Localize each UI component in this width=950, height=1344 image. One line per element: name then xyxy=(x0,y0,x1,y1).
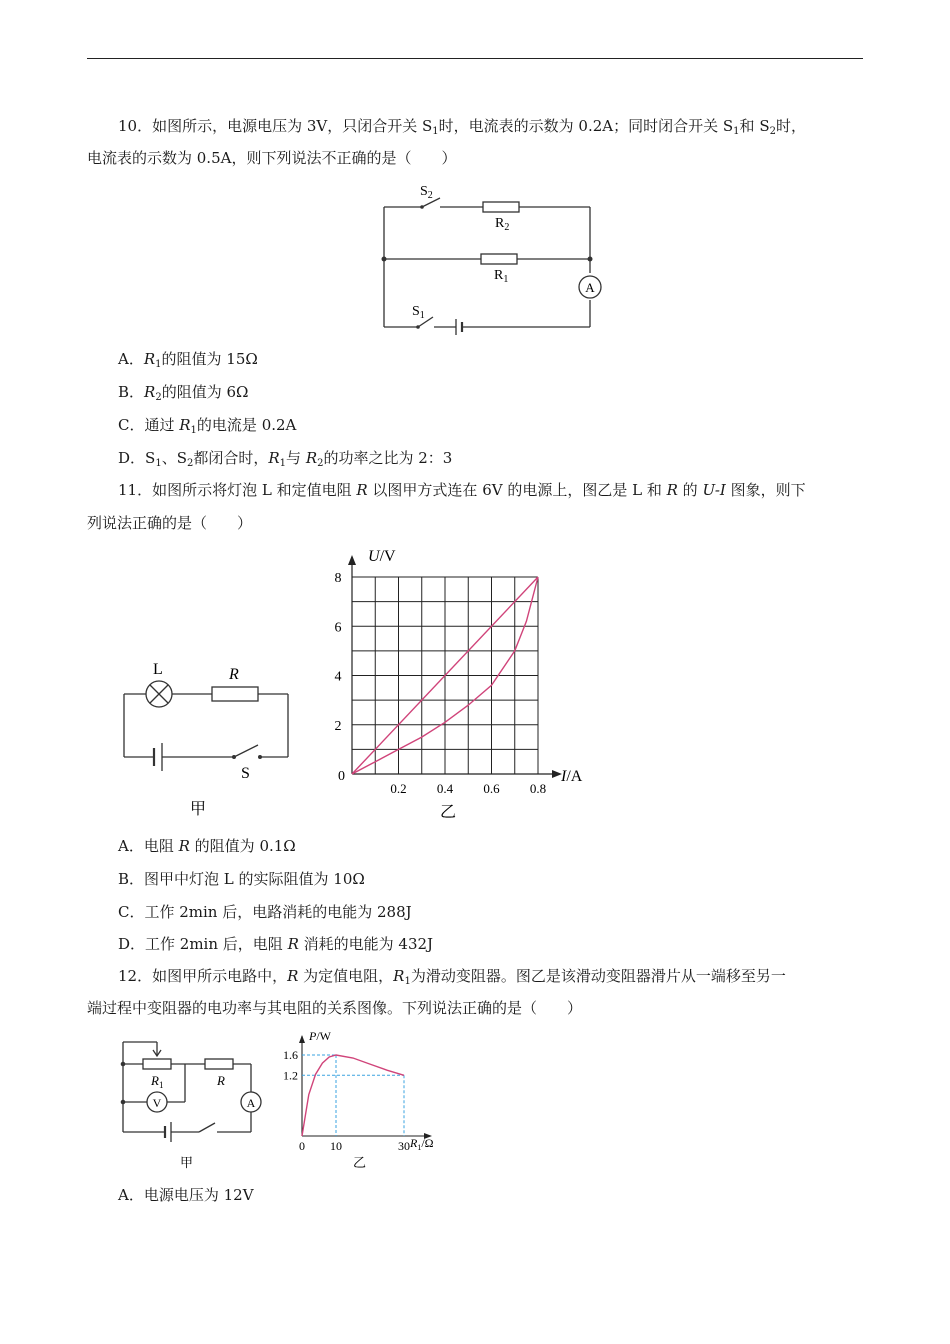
x-tick-label: 10 xyxy=(330,1139,342,1153)
q10-label-s1: $S_1$ xyxy=(412,304,425,321)
q10-text-line1: 10．如图所示，电源电压为 3V，只闭合开关 $S_1$时，电流表的示数为 0.2A；同时闭合开关 $S_1$和 $S_2$时， xyxy=(118,117,806,137)
q10-junction-dot-left xyxy=(382,257,387,262)
y-tick-label: 2 xyxy=(334,718,342,734)
q12-chart-xlabel: $R_1/\Omega$ xyxy=(410,1136,434,1152)
origin-label: 0 xyxy=(338,769,345,784)
q12-label-r: R xyxy=(217,1073,225,1088)
q12-chart-axes xyxy=(299,1035,432,1139)
q11-text-line1: 11．如图所示将灯泡 L 和定值电阻 R 以图甲方式连在 6V 的电源上，图乙是 L 和 R 的 U-I 图象，则下 xyxy=(118,481,806,499)
q10-option-d[interactable]: D．$S_1$、$S_2$都闭合时，$R_1$与 $R_2$的功率之比为 2：3 xyxy=(118,449,453,469)
q12-chart-guides xyxy=(302,1055,404,1136)
q11-ui-chart xyxy=(320,545,600,830)
q11-option-a[interactable]: A．电阻 R 的阻值为 0.1Ω xyxy=(118,837,296,855)
q11-switch-dot-right xyxy=(258,755,262,759)
q10-text-line2: 电流表的示数为 0.5A，则下列说法不正确的是（ ） xyxy=(87,149,457,167)
q11-chart-xlabel: I/A xyxy=(561,768,583,785)
q10-option-b[interactable]: B．$R_2$的阻值为 6Ω xyxy=(118,383,249,403)
q11-option-b[interactable]: B．图甲中灯泡 L 的实际阻值为 10Ω xyxy=(118,870,365,888)
y-tick-label: 1.6 xyxy=(283,1048,298,1062)
q12-chart-series xyxy=(302,1055,404,1136)
q10-option-c[interactable]: C．通过 $R_1$的电流是 0.2A xyxy=(118,416,297,436)
x-tick-label: 0.2 xyxy=(390,781,407,796)
q10-circuit-diagram xyxy=(370,178,610,338)
y-tick-label: 1.2 xyxy=(283,1068,298,1083)
q10-ammeter-label: A xyxy=(585,280,595,295)
y-tick-label: 6 xyxy=(334,620,342,636)
y-tick-label: 8 xyxy=(334,571,342,586)
q12-junction-dot-a xyxy=(121,1062,126,1067)
q11-chart-caption: 乙 xyxy=(440,804,457,821)
q12-ammeter-label: A xyxy=(246,1096,256,1110)
x-tick-label: 30 xyxy=(398,1139,410,1153)
q12-text-line1: 12．如图甲所示电路中，R 为定值电阻，$R_1$为滑动变阻器。图乙是该滑动变阻器滑片从一端移至另一 xyxy=(118,967,786,987)
q12-chart-ylabel: P/W xyxy=(309,1029,332,1043)
q12-junction-dot-b xyxy=(121,1100,126,1105)
q12-text-line2: 端过程中变阻器的电功率与其电阻的关系图像。下列说法正确的是（ ） xyxy=(87,999,583,1017)
q11-switch-dot-left xyxy=(232,755,236,759)
q10-label-r1: $R_1$ xyxy=(494,268,509,285)
origin-label: 0 xyxy=(299,1139,305,1153)
series-line-power xyxy=(302,1055,404,1136)
q11-circuit-diagram xyxy=(110,650,310,825)
q12-chart-caption: 乙 xyxy=(353,1155,367,1170)
q11-chart-ylabel: U/V xyxy=(368,548,396,565)
x-tick-label: 0.8 xyxy=(529,781,547,796)
q12-circuit-diagram xyxy=(115,1032,275,1177)
header-rule xyxy=(87,58,863,59)
q10-label-r2: $R_2$ xyxy=(495,216,510,233)
q12-option-a[interactable]: A．电源电压为 12V xyxy=(118,1186,254,1204)
q12-caption-jia: 甲 xyxy=(180,1155,194,1170)
q10-label-s2: $S_2$ xyxy=(420,184,433,201)
q10-switch-dot-s1 xyxy=(416,325,420,329)
q10-option-a[interactable]: A．$R_1$的阻值为 15Ω xyxy=(118,350,258,370)
x-tick-label: 0.4 xyxy=(436,781,454,796)
y-tick-label: 4 xyxy=(334,669,342,685)
q11-label-switch: S xyxy=(241,765,250,782)
x-tick-label: 0.6 xyxy=(483,781,500,796)
q11-label-resistor: R xyxy=(229,666,239,683)
q11-option-c[interactable]: C．工作 2min 后，电路消耗的电能为 288J xyxy=(118,903,412,921)
q10-junction-dot-right xyxy=(588,257,593,262)
q10-switch-dot-s2 xyxy=(420,205,424,209)
q11-caption-jia: 甲 xyxy=(190,801,207,818)
q12-label-r1: $R_1$ xyxy=(151,1073,164,1090)
q11-text-line2: 列说法正确的是（ ） xyxy=(87,514,253,532)
y-axis-arrow xyxy=(348,555,356,565)
q11-label-lamp: L xyxy=(153,661,163,678)
q12-pr-chart xyxy=(275,1028,455,1178)
q11-option-d[interactable]: D．工作 2min 后，电阻 R 消耗的电能为 432J xyxy=(118,935,434,953)
y-axis-arrow xyxy=(299,1035,305,1043)
q12-voltmeter-label: V xyxy=(152,1096,162,1110)
